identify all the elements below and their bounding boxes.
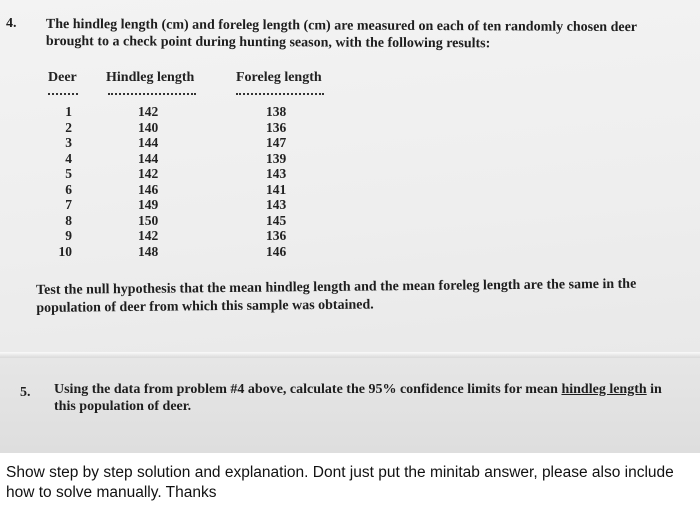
foreleg-cell: 147: [266, 135, 287, 150]
problem-5-text-end: in this population of deer.: [54, 382, 662, 414]
deer-cell: 5: [65, 166, 72, 181]
deer-cell: 3: [65, 135, 72, 150]
deer-cell: 10: [58, 243, 72, 259]
problem-4-number: 4.: [6, 16, 17, 31]
deer-column: [50, 104, 72, 259]
foreleg-column: [266, 104, 296, 259]
hindleg-cell: 140: [138, 119, 159, 135]
hindleg-cell: 142: [138, 104, 159, 119]
deer-cell: 7: [65, 197, 72, 212]
foreleg-cell: 136: [266, 228, 287, 243]
foreleg-cell: 138: [266, 104, 287, 119]
foreleg-header-rule: [236, 93, 324, 95]
request-note: Show step by step solution and explanation. Dont just put the minitab answer, please also include how to solve manually. Thanks: [6, 464, 674, 501]
deer-cell: 6: [65, 181, 72, 197]
problem-5-text: [54, 381, 684, 415]
deer-cell: 1: [65, 104, 72, 119]
hindleg-cell: 149: [138, 197, 159, 212]
hindleg-column-header: Hindleg length: [106, 70, 195, 85]
hindleg-cell: 142: [138, 166, 159, 181]
foreleg-cell: 139: [266, 150, 287, 166]
hindleg-cell: 150: [138, 212, 159, 228]
hindleg-cell: 144: [138, 150, 159, 166]
deer-cell: 4: [65, 150, 72, 166]
foreleg-cell: 146: [266, 243, 287, 259]
hindleg-cell: 148: [138, 243, 159, 259]
foreleg-cell: 143: [266, 197, 287, 212]
hindleg-cell: 142: [138, 228, 159, 243]
foreleg-cell: 141: [266, 181, 287, 197]
foreleg-cell: 145: [266, 212, 287, 228]
problem-4-task: Test the null hypothesis that the mean hindleg length and the mean foreleg length are the same in the population of deer from which this sample was obtained.: [36, 276, 637, 316]
foreleg-cell: 143: [266, 166, 287, 181]
deer-cell: 9: [65, 228, 72, 243]
deer-header-rule: [48, 93, 78, 95]
problem-5-mean: mean: [525, 382, 558, 397]
hindleg-column: [138, 104, 168, 259]
deer-column-header: Deer: [48, 70, 77, 85]
hindleg-cell: 144: [138, 135, 159, 150]
deer-cell: 2: [65, 119, 72, 135]
hindleg-header-rule: [108, 93, 196, 95]
deer-cell: 8: [65, 212, 72, 228]
problem-4-intro: The hindleg length (cm) and foreleg length (cm) are measured on each of ten randomly chosen deer brought to a check point during hunting season, with the following results:: [45, 16, 637, 52]
foreleg-cell: 136: [266, 119, 287, 135]
problem-5-text-start: Using the data from problem #4 above, calculate the 95% confidence limits for: [54, 382, 522, 397]
problem-5-underlined: hindleg length: [561, 382, 647, 397]
problem-5-number: 5.: [20, 385, 31, 400]
hindleg-cell: 146: [138, 181, 159, 197]
foreleg-column-header: Foreleg length: [236, 70, 322, 85]
